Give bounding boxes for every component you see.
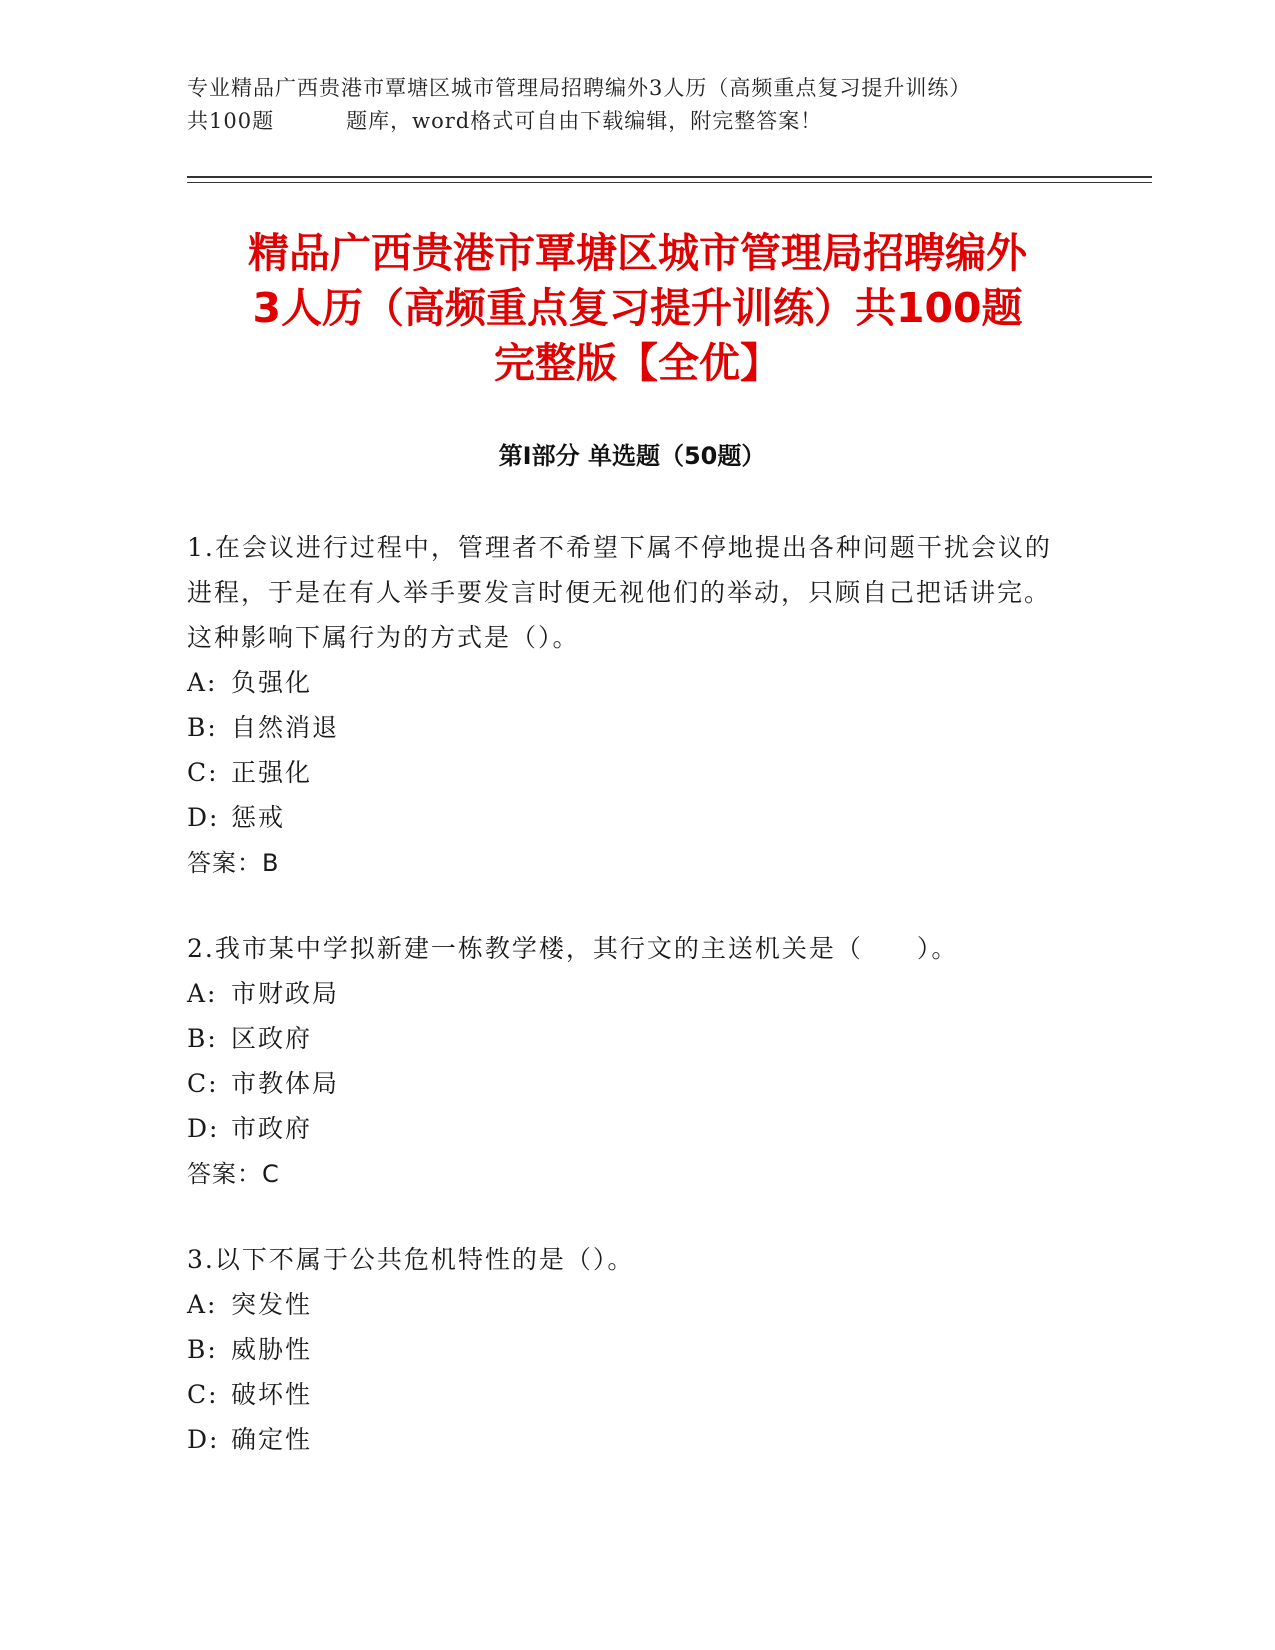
option-key: C: — [187, 1380, 219, 1409]
option-text: 破坏性 — [231, 1380, 313, 1409]
option-key: D: — [187, 1425, 220, 1454]
option-text: 市财政局 — [231, 979, 340, 1008]
option-key: A: — [187, 668, 218, 697]
option-b — [187, 1016, 1067, 1061]
question-1 — [187, 525, 1067, 886]
answer: 答案：C — [187, 1160, 280, 1188]
header-divider-thin — [187, 182, 1152, 183]
option-a — [187, 1282, 1067, 1327]
question-stem: 1.在会议进行过程中，管理者不希望下属不停地提出各种问题干扰会议的进程，于是在有人举手要发言时便无视他们的举动，只顾自己把话讲完。这种影响下属行为的方式是（）。 — [187, 533, 1052, 652]
option-a — [187, 660, 1067, 705]
answer: 答案：B — [187, 849, 280, 877]
option-key: C: — [187, 758, 219, 787]
option-b — [187, 705, 1067, 750]
title-line-2: 3人历（高频重点复习提升训练）共100题 — [252, 284, 1023, 332]
option-text: 确定性 — [231, 1425, 313, 1454]
section-title: 第Ⅰ部分 单选题（50题） — [498, 442, 766, 470]
option-key: B: — [187, 713, 218, 742]
option-key: A: — [187, 979, 218, 1008]
option-text: 市政府 — [231, 1114, 313, 1143]
option-key: B: — [187, 1024, 218, 1053]
question-stem: 2.我市某中学拟新建一栋教学楼，其行文的主送机关是（ ）。 — [187, 934, 959, 963]
header-count: 共100题 — [187, 109, 275, 133]
option-key: D: — [187, 1114, 220, 1143]
option-a — [187, 971, 1067, 1016]
question-2 — [187, 926, 1067, 1197]
option-key: C: — [187, 1069, 219, 1098]
option-text: 突发性 — [231, 1290, 313, 1319]
option-key: B: — [187, 1335, 218, 1364]
option-text: 正强化 — [231, 758, 313, 787]
header-line-2 — [187, 105, 1087, 138]
option-c — [187, 750, 1067, 795]
option-text: 惩戒 — [231, 803, 286, 832]
option-d — [187, 1417, 1067, 1462]
option-text: 威胁性 — [231, 1335, 313, 1364]
document-title — [160, 226, 1115, 391]
header-divider-thick — [187, 176, 1152, 178]
title-line-3: 完整版【全优】 — [494, 339, 781, 387]
option-key: D: — [187, 803, 220, 832]
option-text: 区政府 — [231, 1024, 313, 1053]
header-line-1: 专业精品广西贵港市覃塘区城市管理局招聘编外3人历（高频重点复习提升训练） — [187, 76, 972, 100]
option-text: 负强化 — [231, 668, 313, 697]
page-header — [187, 72, 1087, 138]
option-text: 自然消退 — [231, 713, 340, 742]
title-line-1: 精品广西贵港市覃塘区城市管理局招聘编外 — [248, 229, 1027, 277]
option-c — [187, 1372, 1067, 1417]
question-stem: 3.以下不属于公共危机特性的是（）。 — [187, 1245, 635, 1274]
header-note: 题库，word格式可自由下载编辑，附完整答案！ — [346, 109, 823, 133]
option-d — [187, 1106, 1067, 1151]
option-d — [187, 795, 1067, 840]
option-key: A: — [187, 1290, 218, 1319]
question-3 — [187, 1237, 1067, 1462]
option-text: 市教体局 — [231, 1069, 340, 1098]
question-list — [187, 525, 1067, 1502]
option-c — [187, 1061, 1067, 1106]
option-b — [187, 1327, 1067, 1372]
